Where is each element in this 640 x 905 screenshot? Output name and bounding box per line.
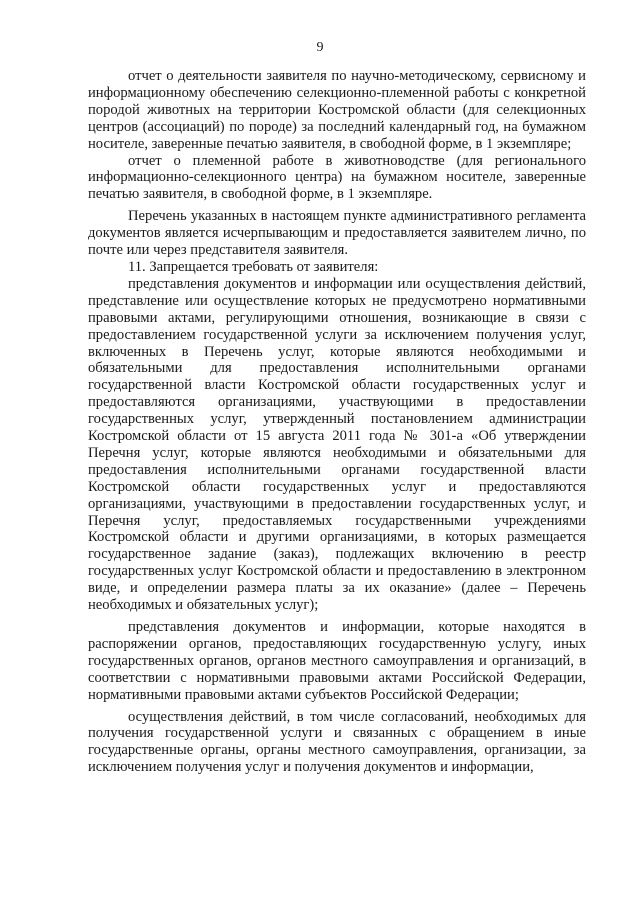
paragraph-prohibition-actions: осуществления действий, в том числе согласований, необходимых для получения государственной услуги и связанных с обращением в иные государственные органы, органы местного самоуправления, организации, за исключением получения услуг и получения документов и информации, <box>88 708 586 776</box>
page-number: 9 <box>316 40 324 55</box>
paragraph-exhaustive-list: Перечень указанных в настоящем пункте административного регламента документов является исчерпывающим и предоставляется заявителем лично, по почте или через представителя заявителя. <box>88 208 586 259</box>
paragraph-prohibition-information: представления документов и информации, которые находятся в распоряжении органов, предоставляющих государственную услугу, иных государственных органов, органов местного самоуправления и организаций, в соответствии с нормативными правовыми актами Российской Федерации, нормативными правовыми актами субъектов Российской Федерации; <box>88 619 586 703</box>
paragraph-breeding-report: отчет о племенной работе в животноводстве (для регионального информационно-селекционного центра) на бумажном носителе, заверенные печатью заявителя, в свободной форме, в 1 экземпляре. <box>88 152 586 203</box>
paragraph-activity-report: отчет о деятельности заявителя по научно-методическому, сервисному и информационному обеспечению селекционно-племенной работы с конкретной породой животных на территории Костромской области (для селекционных центров (ассоциаций) по породе) за последний календарный год, на бумажном носителе, заверенные печатью заявителя, в свободной форме, в 1 экземпляре; <box>88 68 586 152</box>
paragraph-prohibition-documents: представления документов и информации или осуществления действий, представление или осуществление которых не предусмотрено нормативными правовыми актами, регулирующими отношения, возникающие в связи с предоставлением государственной услуги за исключением получения услуг, включенных в Перечень услуг, которые являются необходимыми и обязательными для предоставления исполнительными органами государственной власти Костромской области государственных услуг и предоставляются организациями, участвующими в предоставлении государственных услуг, утвержденный постановлением администрации Костромской области от 15 августа 2011 года № 301-а «Об утверждении Перечня услуг, которые являются необходимыми и обязательными для предоставления исполнительными органами государственной власти Костромской области государственных услуг и предоставляются организациями, участвующими в предоставлении государственных услуг, и Перечня услуг, предоставляемых государственными учреждениями Костромской области и другими организациями, в которых размещается государственное задание (заказ), подлежащих включению в реестр государственных услуг Костромской области и предоставлению в электронном виде, и определении размера платы за их оказание» (далее – Перечень необходимых и обязательных услуг); <box>88 275 586 614</box>
document-body <box>88 68 586 776</box>
paragraph-section-11-heading: 11. Запрещается требовать от заявителя: <box>128 258 379 275</box>
